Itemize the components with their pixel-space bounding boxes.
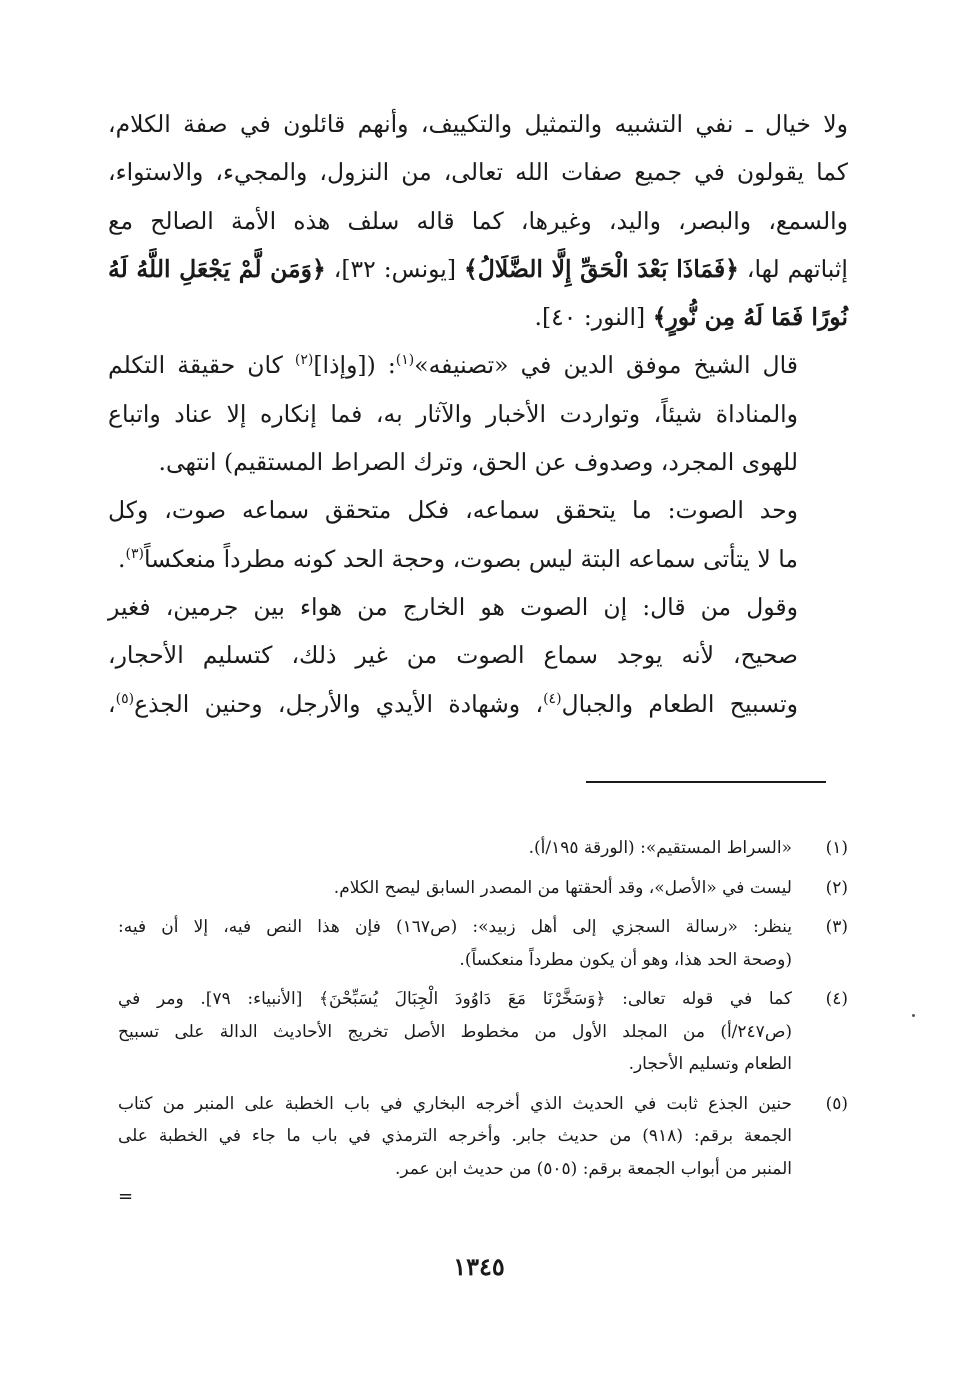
footnote-ref-2[interactable]: (٢)	[294, 352, 314, 369]
scan-speck	[912, 1014, 915, 1017]
text-segment: ، وشهادة الأيدي والأرجل، وحنين الجذع	[134, 689, 544, 718]
footnote-line: (ص٢٤٧/أ) من المجلد الأول من مخطوط الأصل تخريج الأحاديث الدالة على تسبيح	[118, 1021, 792, 1042]
footnote-5	[118, 1088, 848, 1186]
footnote-number: (٣)	[825, 917, 848, 937]
footnote-line: (وصحة الحد هذا، وهو أن يكون مطرداً منعكساً).	[459, 949, 792, 970]
main-text	[108, 100, 848, 728]
text-line: والسمع، والبصر، واليد، وغيرها، كما قاله سلف هذه الأمة الصالح مع	[108, 206, 848, 235]
text-line	[108, 680, 848, 728]
footnote-line: المنبر من أبواب الجمعة برقم: (٥٠٥) من حديث ابن عمر.	[394, 1158, 792, 1179]
footnote-4	[118, 983, 848, 1081]
footnotes	[118, 832, 848, 1192]
footnote-line: حنين الجذع ثابت في الحديث الذي أخرجه البخاري في باب الخطبة على المنبر من كتاب	[118, 1093, 792, 1114]
paragraph-2	[108, 341, 848, 486]
footnote-number: (١)	[825, 838, 848, 858]
text-line: كما يقولون في جميع صفات الله تعالى، من النزول، والمجيء، والاستواء،	[108, 158, 848, 187]
text-line: والمناداة شيئاً، وتواردت الأخبار والآثار به، فما إنكاره إلا عناد واتباع	[108, 399, 798, 428]
text-line	[108, 341, 848, 389]
footnote-ref-1[interactable]: (١)	[395, 352, 415, 369]
footnote-number: (٤)	[825, 989, 848, 1009]
footnote-line: ينظر: «رسالة السجزي إلى أهل زبيد»: (ص١٦٧) فإن هذا النص فيه، إلا أن فيه:	[118, 917, 792, 937]
verse-reference: [يونس: ٣٢]،	[333, 254, 456, 283]
footnote-ref-5[interactable]: (٥)	[115, 690, 135, 707]
text-line	[108, 535, 848, 583]
continuation-mark: =	[118, 1186, 134, 1207]
footnote-ref-3[interactable]: (٣)	[125, 545, 144, 562]
page-number: ١٣٤٥	[453, 1252, 505, 1281]
footnote-line: الجمعة برقم: (٩١٨) من حديث جابر. وأخرجه الترمذي في باب ما جاء في الخطبة على	[118, 1126, 792, 1146]
text-line	[108, 245, 848, 293]
text-segment: ما لا يتأتى سماعه البتة ليس بصوت، وحجة الحد كونه مطرداً منعكساً	[144, 544, 798, 573]
verse-reference: [النور: ٤٠].	[534, 303, 646, 332]
text-segment: إثباتهم لها،	[746, 254, 848, 283]
text-line	[108, 293, 848, 341]
footnote-number: (٢)	[825, 877, 848, 898]
footnote-line: «السراط المستقيم»: (الورقة ١٩٥/أ).	[528, 838, 792, 858]
footnote-ref-4[interactable]: (٤)	[543, 690, 562, 707]
paragraph-3	[108, 486, 848, 583]
paragraph-1	[108, 100, 848, 341]
quran-verse: نُورًا فَمَا لَهُ مِن نُّورٍ﴾	[652, 303, 848, 332]
footnote-line: ليست في «الأصل»، وقد ألحقتها من المصدر السابق ليصح الكلام.	[333, 877, 792, 898]
text-segment: : ([وإذا]	[313, 351, 396, 380]
footnote-3	[118, 911, 848, 976]
text-segment: قال الشيخ موفق الدين في «تصنيفه»	[414, 351, 798, 380]
text-line: للهوى المجرد، وصدوف عن الحق، وترك الصراط المستقيم) انتهى.	[158, 448, 798, 477]
paragraph-4	[108, 583, 848, 728]
footnote-1	[118, 832, 848, 865]
quran-verse: ﴿فَمَاذَا بَعْدَ الْحَقِّ إِلَّا الضَّلَالُ﴾	[463, 254, 739, 283]
footnote-2	[118, 872, 848, 905]
text-segment: .	[118, 544, 126, 573]
footnote-line: كما في قوله تعالى: ﴿وَسَخَّرْنَا مَعَ دَاوُودَ الْجِبَالَ يُسَبِّحْنَ﴾ [الأنبياء: ٧٩]. ومر في	[118, 989, 792, 1009]
text-segment: وتسبيح الطعام والجبال	[561, 689, 798, 718]
text-line: وقول من قال: إن الصوت هو الخارج من هواء بين جرمين، فغير	[108, 592, 798, 621]
text-line: صحيح، لأنه يوجد سماع الصوت من غير ذلك، كتسليم الأحجار،	[108, 641, 798, 670]
footnote-line: الطعام وتسليم الأحجار.	[628, 1054, 792, 1074]
text-segment: ،	[108, 689, 116, 718]
text-line: ولا خيال ـ نفي التشبيه والتمثيل والتكييف، وأنهم قائلون في صفة الكلام،	[108, 110, 848, 138]
footnote-number: (٥)	[825, 1093, 848, 1114]
text-line: وحد الصوت: ما يتحقق سماعه، فكل متحقق سماعه صوت، وكل	[108, 496, 798, 525]
text-segment: كان حقيقة التكلم	[108, 351, 295, 380]
footnote-separator	[586, 781, 826, 783]
quran-verse: ﴿وَمَن لَّمْ يَجْعَلِ اللَّهُ لَهُ	[108, 254, 326, 283]
